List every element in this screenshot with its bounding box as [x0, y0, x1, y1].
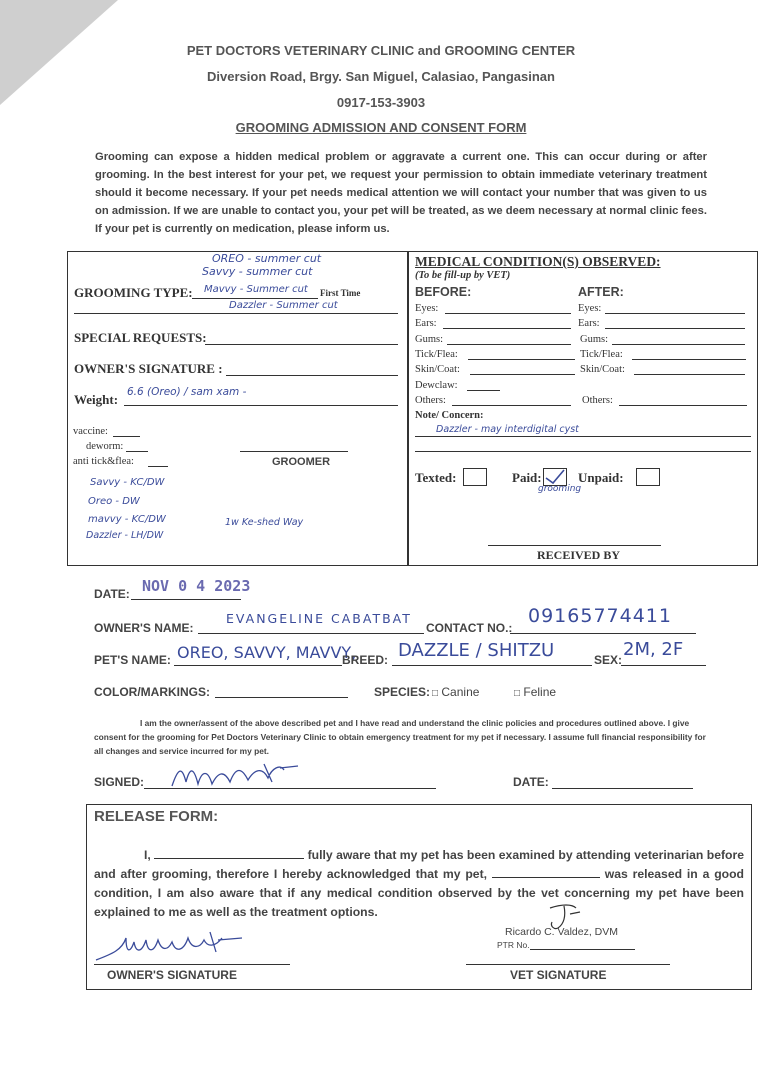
- clinic-name: PET DOCTORS VETERINARY CLINIC and GROOMING CENTER: [186, 43, 576, 58]
- grooming-entry: OREO - summer cut: [212, 252, 322, 265]
- owner-name-line: [198, 633, 424, 634]
- after-skin-line[interactable]: [634, 374, 745, 375]
- form-title: GROOMING ADMISSION AND CONSENT FORM: [235, 120, 527, 135]
- color-markings-label: COLOR/MARKINGS:: [94, 685, 210, 699]
- after-tick-line[interactable]: [632, 359, 746, 360]
- sex-value: 2M, 2F: [623, 639, 684, 660]
- special-requests-label: SPECIAL REQUESTS:: [74, 330, 207, 345]
- species-feline-option[interactable]: [514, 685, 556, 699]
- vet-signature-label: VET SIGNATURE: [510, 968, 607, 982]
- contact-value: 09165774411: [528, 605, 672, 627]
- after-label: AFTER:: [578, 285, 624, 299]
- species-label: SPECIES:: [374, 685, 431, 699]
- contact-line: [510, 633, 696, 634]
- before-skin-line[interactable]: [470, 374, 575, 375]
- pet-name-value: OREO, SAVVY, MAVVY,: [177, 643, 357, 662]
- checkmark-icon: [544, 469, 566, 485]
- breed-label: BREED:: [342, 653, 389, 667]
- checkbox-icon: □: [432, 688, 439, 699]
- color-markings-line[interactable]: [215, 697, 348, 698]
- after-eyes-line[interactable]: [605, 313, 745, 314]
- texted-label: Texted:: [415, 470, 457, 485]
- checkbox-icon: □: [514, 688, 521, 699]
- ptr-label: PTR No.: [497, 940, 530, 950]
- note-concern-value: Dazzler - may interdigital cyst: [436, 424, 579, 435]
- owner-signature-image: [168, 760, 303, 792]
- groomer-label: GROOMER: [272, 456, 331, 468]
- note-concern-label: Note/ Concern:: [415, 410, 484, 421]
- breed-line: [392, 665, 592, 666]
- grooming-type-label: GROOMING TYPE:: [74, 285, 193, 300]
- before-gums-label: Gums:: [415, 334, 444, 345]
- release-text-2: fully aware that my pet has been examined by attending veterinarian before and after grooming, therefore I hereby acknowledged that my pet,: [94, 848, 745, 881]
- weight-value: 6.6 (Oreo) / sam xam -: [127, 386, 247, 398]
- special-requests-line[interactable]: [205, 344, 398, 345]
- signed-date-label: DATE:: [513, 775, 549, 789]
- release-name-blank[interactable]: [154, 848, 304, 859]
- unpaid-checkbox[interactable]: [636, 468, 660, 486]
- pet-note: Oreo - DW: [88, 496, 140, 507]
- before-label: BEFORE:: [415, 285, 472, 299]
- clinic-phone: 0917-153-3903: [336, 95, 426, 110]
- anti-tick-line: [148, 466, 168, 467]
- after-gums-label: Gums:: [580, 334, 609, 345]
- weight-line: [124, 405, 398, 406]
- release-text-1: I,: [144, 848, 151, 862]
- before-ears-line[interactable]: [443, 328, 571, 329]
- paid-label: Paid:: [512, 470, 542, 485]
- grooming-entry: Dazzler - Summer cut: [229, 300, 338, 311]
- signed-label: SIGNED:: [94, 775, 145, 789]
- sex-line: [621, 665, 706, 666]
- vaccine-label: vaccine:: [73, 426, 108, 437]
- before-others-label: Others:: [415, 395, 446, 406]
- date-label: DATE:: [94, 587, 130, 601]
- after-ears-line[interactable]: [605, 328, 745, 329]
- release-text-3: was released in a good condition, I am also aware that if any medical condition observed by the vet concerning my pet have been explained to me as well as the treatment options.: [94, 867, 744, 919]
- dewclaw-line[interactable]: [467, 390, 500, 391]
- grooming-type-line: [192, 298, 318, 299]
- first-time-label: First Time: [320, 288, 361, 298]
- contact-label: CONTACT NO.:: [426, 621, 513, 635]
- pet-note: mavvy - KC/DW: [88, 514, 166, 525]
- vaccine-line: [113, 436, 140, 437]
- pet-note-right: 1w Ke-shed Way: [225, 517, 304, 528]
- date-line: [131, 599, 241, 600]
- before-tick-label: Tick/Flea:: [415, 349, 458, 360]
- grooming-line-2: [74, 313, 398, 314]
- release-owner-signature-image: [92, 928, 252, 966]
- medical-title: MEDICAL CONDITION(S) OBSERVED:: [415, 254, 661, 269]
- note-line-1: [415, 436, 751, 437]
- texted-checkbox[interactable]: [463, 468, 487, 486]
- sex-label: SEX:: [594, 653, 623, 667]
- before-gums-line[interactable]: [447, 344, 571, 345]
- owner-signature-release-line[interactable]: [94, 964, 290, 965]
- received-by-line: [488, 545, 661, 546]
- species-canine-label: Canine: [441, 685, 480, 699]
- release-paragraph: [94, 846, 744, 922]
- after-tick-label: Tick/Flea:: [580, 349, 623, 360]
- received-by-label: RECEIVED BY: [537, 548, 621, 562]
- pet-name-label: PET'S NAME:: [94, 653, 171, 667]
- pet-name-line: [174, 665, 342, 666]
- owner-name-value: EVANGELINE CABATBAT: [226, 611, 412, 626]
- species-feline-label: Feline: [523, 685, 557, 699]
- release-form-title: RELEASE FORM:: [94, 808, 219, 825]
- anti-tick-label: anti tick&flea:: [73, 456, 134, 467]
- after-skin-label: Skin/Coat:: [580, 364, 625, 375]
- before-eyes-line[interactable]: [445, 313, 571, 314]
- owner-signature-line[interactable]: [226, 375, 398, 376]
- before-skin-label: Skin/Coat:: [415, 364, 460, 375]
- after-ears-label: Ears:: [578, 318, 600, 329]
- date-stamp: NOV 0 4 2023: [142, 577, 251, 595]
- dewclaw-label: Dewclaw:: [415, 380, 458, 391]
- pet-note: Savvy - KC/DW: [90, 477, 165, 488]
- deworm-label: deworm:: [86, 441, 124, 452]
- after-others-label: Others:: [582, 395, 613, 406]
- note-line-2: [415, 451, 751, 452]
- owner-name-label: OWNER'S NAME:: [94, 621, 194, 635]
- owner-signature-label: OWNER'S SIGNATURE :: [74, 361, 223, 376]
- intro-paragraph: Grooming can expose a hidden medical problem or aggravate a current one. This can occur during or after grooming. In the best interest for your pet, we request your permission to obtain immediate veterinary treatment should it become necessary. If your pet needs medical attention we will contact your number that was given to us on admission. If we are unable to contact you, your pet will be treated, as we deem necessary at normal clinic fees. If your pet is currently on medication, please inform us.: [95, 151, 707, 235]
- deworm-line: [126, 451, 148, 452]
- consent-paragraph: I am the owner/assent of the above described pet and I have read and understand the clinic policies and procedures outlined above. I give consent for the grooming for Pet Doctors Veterinary Clinic to obtain emergency treatment for my pet if necessary. I assume full financial responsibility for all changes and service incurred for my pet.: [94, 718, 706, 756]
- species-canine-option[interactable]: [432, 685, 479, 699]
- ptr-line: [530, 949, 635, 950]
- weight-label: Weight:: [74, 392, 119, 407]
- paid-note: grooming: [538, 484, 582, 494]
- before-tick-line[interactable]: [468, 359, 575, 360]
- grooming-entry: Savvy - summer cut: [202, 265, 313, 278]
- release-pet-blank[interactable]: [492, 867, 600, 878]
- after-gums-line[interactable]: [612, 344, 745, 345]
- pet-note: Dazzler - LH/DW: [86, 530, 164, 541]
- after-eyes-label: Eyes:: [578, 303, 602, 314]
- release-owner-signature-label: OWNER'S SIGNATURE: [107, 968, 237, 982]
- unpaid-label: Unpaid:: [578, 470, 624, 485]
- medical-subtitle: (To be fill-up by VET): [415, 270, 511, 281]
- groomer-line: [240, 451, 348, 452]
- clinic-address: Diversion Road, Brgy. San Miguel, Calasiao, Pangasinan: [207, 69, 555, 84]
- vet-signature-line[interactable]: [466, 964, 670, 965]
- after-others-line[interactable]: [619, 405, 747, 406]
- breed-value: DAZZLE / SHITZU: [398, 640, 555, 661]
- grooming-entry: Mavvy - Summer cut: [204, 284, 308, 295]
- before-ears-label: Ears:: [415, 318, 437, 329]
- vet-name: Ricardo C. Valdez, DVM: [505, 926, 619, 938]
- before-eyes-label: Eyes:: [415, 303, 439, 314]
- signed-date-line[interactable]: [552, 788, 693, 789]
- before-others-line[interactable]: [452, 405, 571, 406]
